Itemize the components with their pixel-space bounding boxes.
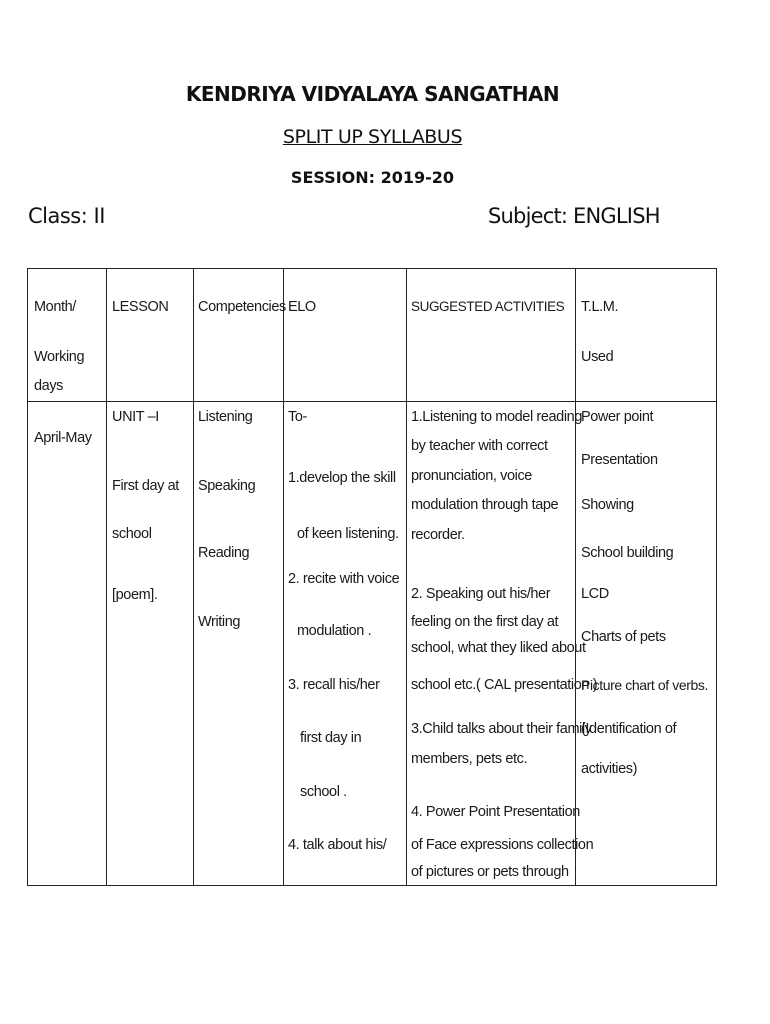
activity-line: feeling on the first day at [411,614,559,630]
column-divider [283,268,284,886]
table-border-bottom [27,885,717,886]
activity-line: of pictures or pets through [411,864,569,880]
competency-line: Writing [198,614,241,630]
header-tlm: Used [581,349,614,365]
activity-line: 2. Speaking out his/her [411,586,551,602]
tlm-line: School building [581,545,674,561]
document-title [0,126,745,148]
column-divider [193,268,194,886]
competency-line: Listening [198,409,253,425]
lesson-line: First day at [112,478,179,494]
header-activities: SUGGESTED ACTIVITIES [411,299,565,314]
table-border-top [27,268,717,269]
activity-line: pronunciation, voice [411,468,532,484]
table-border-left [27,268,28,886]
elo-line: of keen listening. [297,526,399,542]
header-competencies: Competencies [198,299,286,315]
elo-line: school . [300,784,347,800]
elo-line: 3. recall his/her [288,677,380,693]
column-divider [575,268,576,886]
activity-line: modulation through tape [411,497,559,513]
tlm-line: Showing [581,497,634,513]
header-tlm: T.L.M. [581,299,619,315]
header-lesson: LESSON [112,299,169,315]
table-header-divider [27,401,717,402]
header-month: Month/ [34,299,76,315]
month-cell: April-May [34,430,92,446]
tlm-line: (Identification of [581,721,677,737]
table-border-right [716,268,717,886]
header-elo: ELO [288,299,316,315]
competency-line: Speaking [198,478,256,494]
elo-line: modulation . [297,623,372,639]
session-label: SESSION: 2019-20 [290,168,455,187]
activity-line: school, what they liked about [411,640,586,656]
column-divider [406,268,407,886]
activity-line: by teacher with correct [411,438,548,454]
header-month: days [34,378,64,394]
header-month: Working [34,349,85,365]
elo-line: first day in [300,730,362,746]
tlm-line: Presentation [581,452,658,468]
tlm-line: Charts of pets [581,629,666,645]
activity-line: 3.Child talks about their family [411,721,592,737]
elo-line: To- [288,409,307,425]
lesson-line: UNIT –I [112,409,159,425]
tlm-line: Power point [581,409,654,425]
activity-line: recorder. [411,527,465,543]
column-divider [106,268,107,886]
elo-line: 1.develop the skill [288,470,396,486]
activity-line: 4. Power Point Presentation [411,804,580,820]
organization-name: KENDRIYA VIDYALAYA SANGATHAN [185,82,560,106]
elo-line: 4. talk about his/ [288,837,387,853]
tlm-line: Picture chart of verbs. [581,677,708,693]
document-title-text: SPLIT UP SYLLABUS [282,126,463,148]
activity-line: school etc.( CAL presentation ) [411,677,598,693]
subject-label: Subject: ENGLISH [488,204,660,228]
activity-line: members, pets etc. [411,751,528,767]
class-label: Class: II [28,204,105,228]
activity-line: of Face expressions collection [411,837,594,853]
elo-line: 2. recite with voice [288,571,400,587]
lesson-line: [poem]. [112,587,158,603]
activity-line: 1.Listening to model reading [411,409,582,425]
competency-line: Reading [198,545,250,561]
tlm-line: LCD [581,586,609,602]
lesson-line: school [112,526,152,542]
tlm-line: activities) [581,761,638,777]
